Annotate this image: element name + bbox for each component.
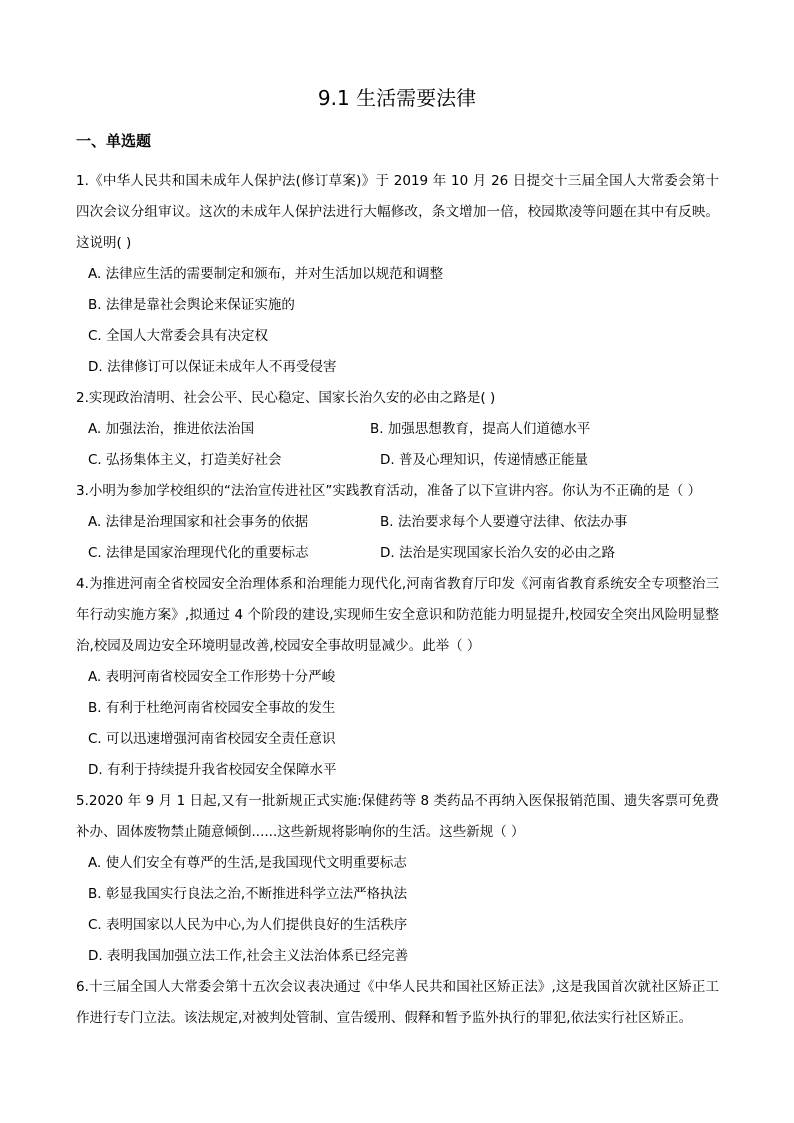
option-a: A. 使人们安全有尊严的生活,是我国现代文明重要标志	[88, 855, 407, 871]
option-b: B. 加强思想教育，提高人们道德水平	[370, 421, 591, 437]
question-stem: 1.《中华人民共和国未成年人保护法(修订草案)》于 2019 年 10 月 26 日提交十三届全国人大常委会第十四次会议分组审议。这次的未成年人保护法进行大幅修改，条文增加一倍，校园欺凌等问题在其中有反映。这说明( )	[76, 173, 719, 251]
option-a: A. 法律应生活的需要制定和颁布，并对生活加以规范和调整	[88, 266, 444, 282]
option-row	[76, 445, 719, 476]
option-d: D. 法律修订可以保证未成年人不再受侵害	[88, 359, 337, 375]
question-1	[76, 166, 719, 383]
question-stem: 3.小明为参加学校组织的“法治宣传进社区”实践教育活动，准备了以下宣讲内容。你认为不正确的是（ ）	[76, 483, 702, 499]
option-d: D. 法治是实现国家长治久安的必由之路	[380, 545, 615, 561]
option-a: A. 表明河南省校园安全工作形势十分严峻	[88, 669, 336, 685]
page-title: 9.1 生活需要法律	[317, 86, 477, 110]
option-d: D. 普及心理知识，传递情感正能量	[380, 452, 588, 468]
question-4	[76, 569, 719, 786]
question-list	[76, 166, 719, 1034]
option-row	[76, 414, 719, 445]
question-stem: 5.2020 年 9 月 1 日起,又有一批新规正式实施:保健药等 8 类药品不再纳入医保报销范围、遗失客票可免费补办、固体废物禁止随意倾倒......这些新规将影响你的生活。这些新规（ ）	[76, 793, 719, 840]
question-2	[76, 383, 719, 476]
option-c: C. 可以迅速增强河南省校园安全责任意识	[88, 731, 336, 747]
question-3	[76, 476, 719, 569]
option-c: C. 表明国家以人民为中心,为人们提供良好的生活秩序	[88, 917, 408, 933]
option-a: A. 法律是治理国家和社会事务的依据	[88, 514, 309, 530]
option-c: C. 弘扬集体主义，打造美好社会	[88, 452, 282, 468]
option-row	[76, 538, 719, 569]
option-b: B. 彰显我国实行良法之治,不断推进科学立法严格执法	[88, 886, 408, 902]
option-row	[76, 507, 719, 538]
question-6	[76, 972, 719, 1034]
section-heading: 一、单选题	[76, 132, 152, 150]
option-b: B. 有利于杜绝河南省校园安全事故的发生	[88, 700, 336, 716]
option-c: C. 法律是国家治理现代化的重要标志	[88, 545, 309, 561]
option-b: B. 法治要求每个人要遵守法律、依法办事	[380, 514, 628, 530]
question-stem: 6.十三届全国人大常委会第十五次会议表决通过《中华人民共和国社区矫正法》,这是我国首次就社区矫正工作进行专门立法。该法规定,对被判处管制、宣告缓刑、假释和暂予监外执行的罪犯,依法实行社区矫正。	[76, 979, 719, 1026]
option-d: D. 有利于持续提升我省校园安全保障水平	[88, 762, 337, 778]
option-d: D. 表明我国加强立法工作,社会主义法治体系已经完善	[88, 948, 409, 964]
question-5	[76, 786, 719, 972]
option-a: A. 加强法治，推进依法治国	[88, 421, 255, 437]
question-stem: 4.为推进河南全省校园安全治理体系和治理能力现代化,河南省教育厅印发《河南省教育系统安全专项整治三年行动实施方案》,拟通过 4 个阶段的建设,实现师生安全意识和防范能力明显提升,校园安全突出风险明显整治,校园及周边安全环境明显改善,校园安全事故明显减少。此举（ ）	[76, 576, 719, 654]
option-b: B. 法律是靠社会舆论来保证实施的	[88, 297, 295, 313]
option-c: C. 全国人大常委会具有决定权	[88, 328, 269, 344]
question-stem: 2.实现政治清明、社会公平、民心稳定、国家长治久安的必由之路是( )	[76, 390, 496, 406]
